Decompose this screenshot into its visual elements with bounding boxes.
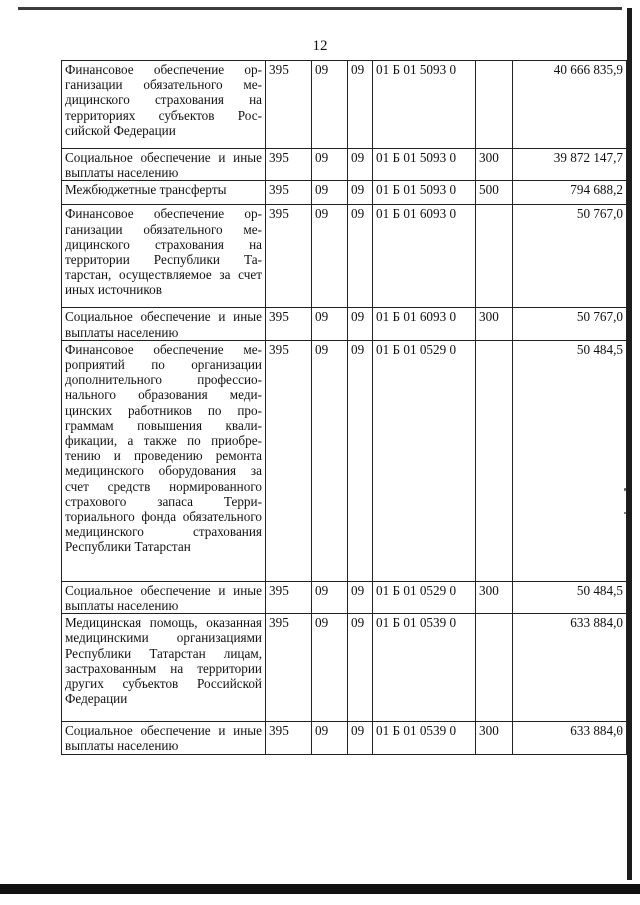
subsection-code-cell: 09 <box>348 614 373 722</box>
scan-edge-bottom <box>0 884 640 894</box>
target-article-cell: 01 Б 01 6093 0 <box>373 205 476 308</box>
section-code-cell: 09 <box>312 205 348 308</box>
section-code-cell: 09 <box>312 181 348 205</box>
subsection-code-cell: 09 <box>348 181 373 205</box>
row-name-cell: Медицинская помощь, оказанная медицинскими организациями Республики Татарстан лицам, застрахованным на территории других субъектов Российской Федерации <box>62 614 266 722</box>
ministry-code-cell: 395 <box>266 61 312 149</box>
subsection-code-cell: 09 <box>348 722 373 754</box>
section-code-cell: 09 <box>312 149 348 181</box>
target-article-cell: 01 Б 01 0529 0 <box>373 581 476 613</box>
table-row <box>62 61 627 149</box>
ministry-code-cell: 395 <box>266 308 312 340</box>
ministry-code-cell: 395 <box>266 722 312 754</box>
target-article-cell: 01 Б 01 0539 0 <box>373 722 476 754</box>
subsection-code-cell: 09 <box>348 308 373 340</box>
budget-table <box>61 60 627 755</box>
page-number: 12 <box>312 38 328 54</box>
target-article-cell: 01 Б 01 0529 0 <box>373 340 476 581</box>
expense-type-cell <box>476 205 513 308</box>
amount-cell: 794 688,2 <box>513 181 627 205</box>
section-code-cell: 09 <box>312 581 348 613</box>
row-name-cell: Социальное обеспечение и иные выплаты населению <box>62 308 266 340</box>
table-row <box>62 205 627 308</box>
section-code-cell: 09 <box>312 340 348 581</box>
section-code-cell: 09 <box>312 61 348 149</box>
row-name-cell: Социальное обеспечение и иные выплаты населению <box>62 722 266 754</box>
table-row <box>62 149 627 181</box>
scan-edge-right <box>627 8 632 880</box>
expense-type-cell <box>476 340 513 581</box>
ministry-code-cell: 395 <box>266 149 312 181</box>
row-name-cell: Финансовое обеспечение мероприятий по организации дополнительного профессионального образования медицинских работников по программам повышения квалификации, а также по приобретению и проведению ремонта медицинского оборудования за счет средств нормированного страхового запаса Территориального фонда обязательного медицинского страхования Республики Татарстан <box>62 340 266 581</box>
subsection-code-cell: 09 <box>348 581 373 613</box>
row-name-cell: Социальное обеспечение и иные выплаты населению <box>62 149 266 181</box>
target-article-cell: 01 Б 01 0539 0 <box>373 614 476 722</box>
amount-cell: 633 884,0 <box>513 614 627 722</box>
table-row <box>62 340 627 581</box>
amount-cell: 50 767,0 <box>513 308 627 340</box>
expense-type-cell: 300 <box>476 308 513 340</box>
subsection-code-cell: 09 <box>348 340 373 581</box>
scan-edge-top <box>18 7 622 10</box>
expense-type-cell: 300 <box>476 722 513 754</box>
table-row <box>62 181 627 205</box>
ministry-code-cell: 395 <box>266 181 312 205</box>
subsection-code-cell: 09 <box>348 61 373 149</box>
row-name-cell: Межбюджетные трансферты <box>62 181 266 205</box>
subsection-code-cell: 09 <box>348 149 373 181</box>
table-row <box>62 581 627 613</box>
target-article-cell: 01 Б 01 5093 0 <box>373 61 476 149</box>
amount-cell: 39 872 147,7 <box>513 149 627 181</box>
target-article-cell: 01 Б 01 5093 0 <box>373 149 476 181</box>
table-row <box>62 614 627 722</box>
table-row <box>62 722 627 754</box>
expense-type-cell: 300 <box>476 581 513 613</box>
amount-cell: 633 884,0 <box>513 722 627 754</box>
ministry-code-cell: 395 <box>266 614 312 722</box>
section-code-cell: 09 <box>312 722 348 754</box>
row-name-cell: Социальное обеспечение и иные выплаты населению <box>62 581 266 613</box>
expense-type-cell <box>476 614 513 722</box>
target-article-cell: 01 Б 01 6093 0 <box>373 308 476 340</box>
expense-type-cell: 300 <box>476 149 513 181</box>
section-code-cell: 09 <box>312 308 348 340</box>
subsection-code-cell: 09 <box>348 205 373 308</box>
expense-type-cell <box>476 61 513 149</box>
ministry-code-cell: 395 <box>266 340 312 581</box>
row-name-cell: Финансовое обеспечение организации обязательного медицинского страхования на территориях субъектов Российской Федерации <box>62 61 266 149</box>
row-name-cell: Финансовое обеспечение организации обязательного медицинского страхования на территории Республики Татарстан, осуществляемое за счет иных источников <box>62 205 266 308</box>
amount-cell: 50 767,0 <box>513 205 627 308</box>
expense-type-cell: 500 <box>476 181 513 205</box>
target-article-cell: 01 Б 01 5093 0 <box>373 181 476 205</box>
ministry-code-cell: 395 <box>266 205 312 308</box>
amount-cell: 50 484,5 <box>513 581 627 613</box>
table-row <box>62 308 627 340</box>
ministry-code-cell: 395 <box>266 581 312 613</box>
table-body <box>62 61 627 755</box>
amount-cell: 50 484,5 <box>513 340 627 581</box>
amount-cell: 40 666 835,9 <box>513 61 627 149</box>
section-code-cell: 09 <box>312 614 348 722</box>
